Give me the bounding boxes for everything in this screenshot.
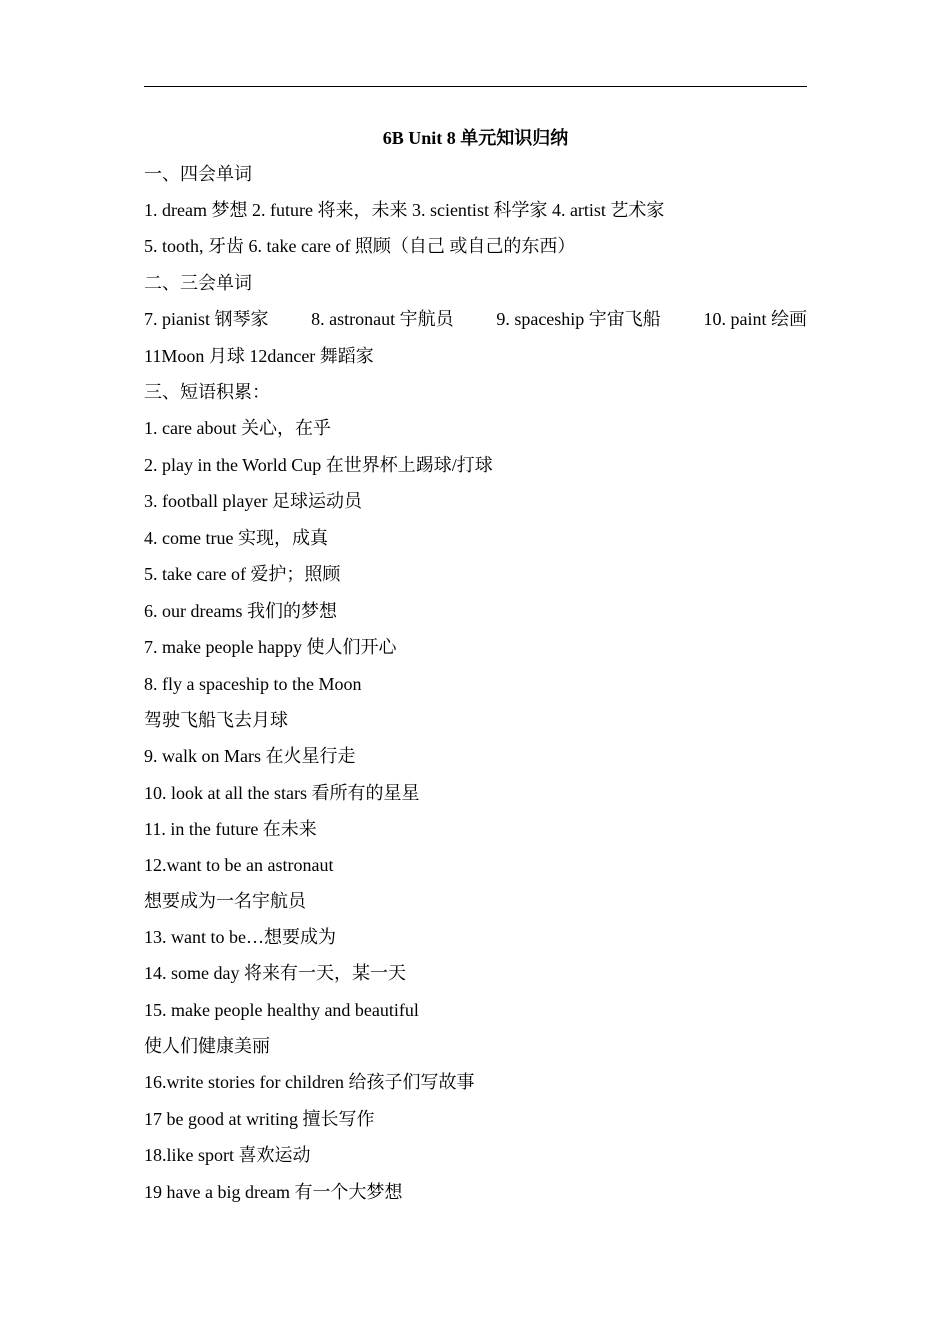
section-heading-phrases: 三、短语积累： <box>144 382 270 402</box>
phrase-line: 17 be good at writing 擅长写作 <box>144 1109 375 1129</box>
phrase-line: 5. take care of 爱护；照顾 <box>144 564 341 584</box>
phrase-line: 13. want to be…想要成为 <box>144 927 336 947</box>
phrase-line: 使人们健康美丽 <box>144 1036 270 1056</box>
phrase-line: 11. in the future 在未来 <box>144 819 317 839</box>
document-title: 6B Unit 8 单元知识归纳 <box>382 128 569 148</box>
phrase-line: 3. football player 足球运动员 <box>144 491 362 511</box>
section-heading-four-skill-words: 一、四会单词 <box>144 164 252 184</box>
phrase-line: 18.like sport 喜欢运动 <box>144 1145 311 1165</box>
vocab-item: 9. spaceship 宇宙飞船 <box>496 309 661 329</box>
phrase-line: 想要成为一名宇航员 <box>144 891 306 911</box>
phrase-line: 15. make people healthy and beautiful <box>144 1000 419 1020</box>
vocab-line-2: 5. tooth, 牙齿 6. take care of 照顾（自己 或自己的东西） <box>144 236 576 256</box>
vocab-item: 7. pianist 钢琴家 <box>144 309 269 329</box>
header-rule <box>144 86 807 87</box>
phrase-line: 12.want to be an astronaut <box>144 855 334 875</box>
phrase-line: 6. our dreams 我们的梦想 <box>144 601 337 621</box>
vocab-item: 10. paint 绘画 <box>703 309 807 329</box>
phrase-line: 16.write stories for children 给孩子们写故事 <box>144 1072 475 1092</box>
phrase-line: 9. walk on Mars 在火星行走 <box>144 746 356 766</box>
phrase-line: 8. fly a spaceship to the Moon <box>144 674 362 694</box>
vocab-item: 8. astronaut 宇航员 <box>311 309 454 329</box>
phrase-line: 14. some day 将来有一天，某一天 <box>144 963 406 983</box>
phrase-line: 7. make people happy 使人们开心 <box>144 637 397 657</box>
phrase-line: 19 have a big dream 有一个大梦想 <box>144 1182 403 1202</box>
phrase-line: 4. come true 实现，成真 <box>144 528 328 548</box>
phrase-line: 10. look at all the stars 看所有的星星 <box>144 783 420 803</box>
section-heading-three-skill-words: 二、三会单词 <box>144 273 252 293</box>
phrase-line: 1. care about 关心，在乎 <box>144 418 331 438</box>
vocab-line-1: 1. dream 梦想 2. future 将来，未来 3. scientist 科学家 4. artist 艺术家 <box>144 200 665 220</box>
vocab-line-3 <box>144 307 807 331</box>
vocab-line-4: 11Moon 月球 12dancer 舞蹈家 <box>144 346 374 366</box>
phrase-line: 2. play in the World Cup 在世界杯上踢球/打球 <box>144 455 493 475</box>
phrase-line: 驾驶飞船飞去月球 <box>144 710 288 730</box>
